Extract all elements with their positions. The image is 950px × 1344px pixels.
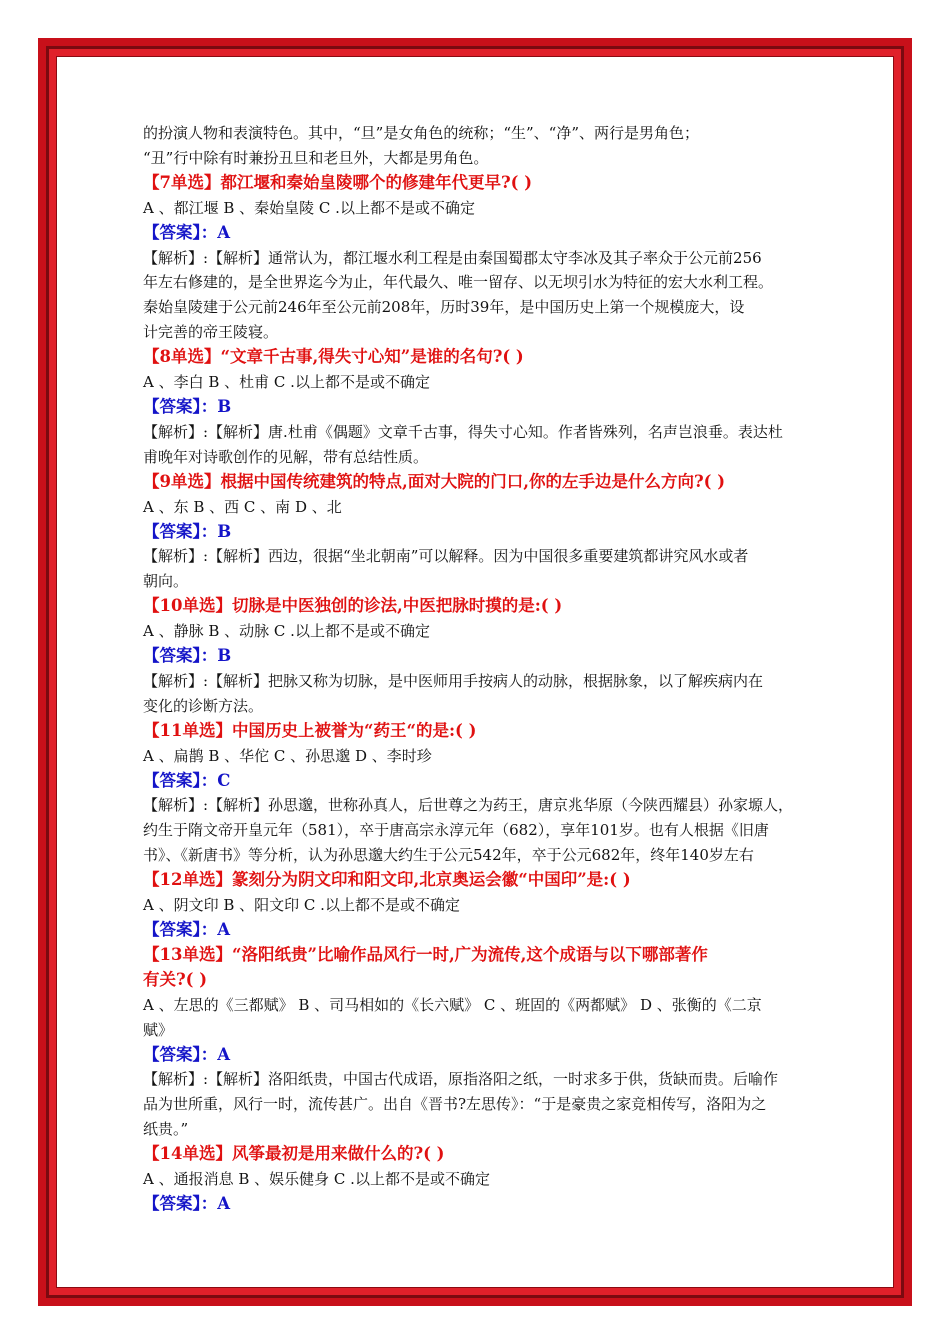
answer-label: 【答案】：A	[143, 1044, 231, 1064]
explanation-line: 【解析】:【解析】唐.杜甫《偶题》文章千古事，得失寸心知。作者皆殊列，名声岂浪垂。表达杜	[143, 422, 783, 441]
explanation-line: 【解析】:【解析】西边，很据“坐北朝南”可以解释。因为中国很多重要建筑都讲究风水或者	[143, 547, 749, 566]
question-title: 【11单选】中国历史上被誉为“药王“的是:( )	[143, 720, 477, 740]
question-title: 【7单选】都江堰和秦始皇陵哪个的修建年代更早?( )	[143, 172, 533, 192]
intro-line: 的扮演人物和表演特色。其中，“旦”是女角色的统称；“生”、“净”、两行是男角色；	[143, 124, 700, 142]
question-title: 【9单选】根据中国传统建筑的特点,面对大院的门口,你的左手边是什么方向?( )	[143, 471, 725, 491]
explanation-line: 计完善的帝王陵寝。	[143, 323, 279, 342]
question-title: 有关?( )	[143, 969, 208, 989]
question-options: A 、静脉 B 、动脉 C .以上都不是或不确定	[143, 622, 430, 641]
question-options: A 、都江堰 B 、秦始皇陵 C .以上都不是或不确定	[143, 198, 475, 217]
question-options: A 、扁鹊 B 、华佗 C 、孙思邈 D 、李时珍	[143, 746, 432, 765]
explanation-line: 纸贵。”	[143, 1120, 189, 1139]
question-options: A 、通报消息 B 、娱乐健身 C .以上都不是或不确定	[143, 1170, 490, 1189]
answer-label: 【答案】：B	[143, 521, 232, 541]
explanation-line: 秦始皇陵建于公元前246年至公元前208年，历时39年，是中国历史上第一个规模庞大，设	[143, 298, 745, 317]
explanation-line: 约生于隋文帝开皇元年（581），卒于唐高宗永淳元年（682），享年101岁。也有人根据《旧唐	[143, 821, 769, 840]
explanation-line: 品为世所重，风行一时，流传甚广。出自《晋书?左思传》：“于是豪贵之家竞相传写，洛阳为之	[143, 1095, 767, 1114]
answer-label: 【答案】：C	[143, 770, 231, 790]
question-options: A 、东 B 、西 C 、南 D 、北	[143, 497, 342, 516]
explanation-line: 甫晚年对诗歌创作的见解，带有总结性质。	[143, 447, 429, 466]
question-title: 【12单选】篆刻分为阴文印和阳文印,北京奥运会徽“中国印”是:( )	[143, 870, 631, 890]
question-options: A 、李白 B 、杜甫 C .以上都不是或不确定	[143, 373, 430, 392]
question-title: 【14单选】风筝最初是用来做什么的?( )	[143, 1144, 445, 1164]
question-options: A 、阴文印 B 、阳文印 C .以上都不是或不确定	[143, 896, 460, 915]
question-title: 【13单选】“洛阳纸贵”比喻作品风行一时,广为流传,这个成语与以下哪部著作	[143, 944, 708, 964]
answer-label: 【答案】：B	[143, 396, 232, 416]
explanation-line: 【解析】:【解析】孙思邈，世称孙真人，后世尊之为药王，唐京兆华原（今陕西耀县）孙家塬人，	[143, 796, 794, 815]
document-content	[143, 121, 815, 1217]
question-title: 【8单选】“文章千古事,得失寸心知”是谁的名句?( )	[143, 347, 524, 367]
answer-label: 【答案】：A	[143, 1193, 231, 1213]
answer-label: 【答案】：A	[143, 222, 231, 242]
question-title: 【10单选】切脉是中医独创的诊法,中医把脉时摸的是:( )	[143, 596, 563, 616]
explanation-line: 朝向。	[143, 572, 189, 591]
intro-line: “丑”行中除有时兼扮丑旦和老旦外，大都是男角色。	[143, 148, 489, 167]
explanation-line: 变化的诊断方法。	[143, 696, 264, 715]
answer-label: 【答案】：B	[143, 646, 232, 666]
answer-label: 【答案】：A	[143, 920, 231, 939]
question-options: 赋》	[143, 1020, 174, 1039]
explanation-line: 书》、《新唐书》等分析，认为孙思邈大约生于公元542年，卒于公元682年，终年140岁左右	[143, 846, 754, 865]
explanation-line: 【解析】:【解析】把脉又称为切脉，是中医师用手按病人的动脉，根据脉象，以了解疾病内在	[143, 671, 764, 690]
explanation-line: 【解析】:【解析】洛阳纸贵，中国古代成语，原指洛阳之纸，一时求多于供，货缺而贵。后喻作	[143, 1070, 779, 1089]
explanation-line: 年左右修建的，是全世界迄今为止，年代最久、唯一留存、以无坝引水为特征的宏大水利工程。	[143, 273, 774, 292]
explanation-line: 【解析】:【解析】通常认为，都江堰水利工程是由秦国蜀郡太守李冰及其子率众于公元前256	[143, 248, 762, 267]
question-options: A 、左思的《三都赋》 B 、司马相如的《长六赋》 C 、班固的《两都赋》 D 、张衡的《二京	[143, 995, 762, 1014]
